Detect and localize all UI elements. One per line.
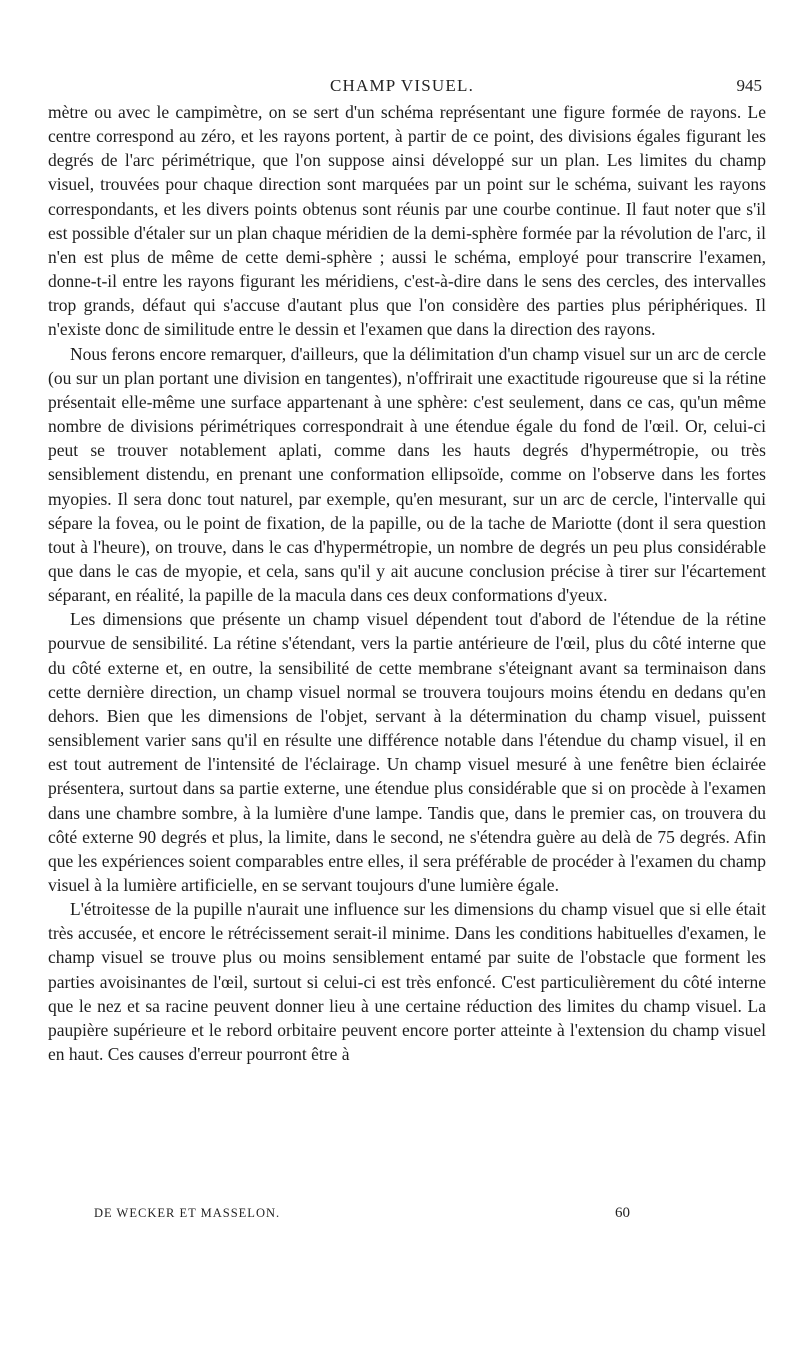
body-text xyxy=(48,100,766,1066)
paragraph-pupil-influence: L'étroitesse de la pupille n'aurait une influence sur les dimensions du champ visuel que si elle était très accusée, et encore le rétrécissement serait-il minime. Dans les conditions habituelles d'examen, le champ visuel se trouve plus ou moins sensiblement entamé par suite de l'obstacle que forment les parties avoisinantes de l'œil, surtout si celui-ci est très enfoncé. C'est particulièrement du côté interne que le nez et sa racine peuvent donner lieu à une certaine réduction des limites du champ visuel. La paupière supérieure et le rebord orbitaire peuvent encore porter atteinte à l'extension du champ visuel en haut. Ces causes d'erreur pourront être à xyxy=(48,899,766,1065)
page-header xyxy=(42,74,762,98)
paragraph-retina-shape: Nous ferons encore remarquer, d'ailleurs, que la délimitation d'un champ visuel sur un arc de cercle (ou sur un plan portant une division en tangentes), n'offrirait une exactitude rigoureuse que si la rétine présentait elle-même une surface appartenant à une sphère: c'est seulement, dans ce cas, qu'un même nombre de divisions périmétriques correspondrait à une étendue égale du fond de l'œil. Or, celui-ci peut se trouver notablement aplati, comme dans les hauts degrés d'hypermétropie, ou très sensiblement distendu, en prenant une conformation ellipsoïde, comme on l'observe dans les fortes myopies. Il sera donc tout naturel, par exemple, qu'en mesurant, sur un arc de cercle, l'intervalle qui sépare la fovea, ou le point de fixation, de la papille, ou de la tache de Mariotte (dont il sera question tout à l'heure), on trouve, dans le cas d'hypermétropie, un nombre de degrés un peu plus considérable que dans le cas de myopie, et cela, sans qu'il y ait aucune conclusion précise à tirer sur l'écartement séparant, en réalité, la papille de la macula dans ces deux conformations d'yeux. xyxy=(48,343,766,606)
page-number: 945 xyxy=(736,76,762,95)
paragraph-field-dimensions: Les dimensions que présente un champ visuel dépendent tout d'abord de l'étendue de la rétine pourvue de sensibilité. La rétine s'étendant, vers la partie antérieure de l'œil, plus du côté interne que du côté externe et, en outre, la sensibilité de cette membrane s'éteignant avant sa terminaison dans cette dernière direction, un champ visuel normal se trouvera toujours moins étendu en dedans qu'en dehors. Bien que les dimensions de l'objet, servant à la détermination du champ visuel, puissent sensiblement varier sans qu'il en résulte une différence notable dans l'étendue du champ visuel, il en est tout autrement de l'intensité de l'éclairage. Un champ visuel mesuré à une fenêtre bien éclairée présentera, surtout dans sa partie externe, une étendue plus considérable que si on procède à l'examen dans une chambre sombre, à la lumière d'une lampe. Tandis que, dans le premier cas, on trouvera du côté externe 90 degrés et plus, la limite, dans le second, ne s'étendra guère au delà de 75 degrés. Afin que les expériences soient comparables entre elles, il sera préférable de procéder à l'examen du champ visuel à la lumière artificielle, en se servant toujours d'une lumière égale. xyxy=(48,609,766,895)
signature-number: 60 xyxy=(615,1205,630,1221)
page-footer xyxy=(94,1202,770,1224)
running-title: CHAMP VISUEL. xyxy=(329,76,475,95)
printer-signature: DE WECKER ET MASSELON. xyxy=(94,1206,281,1220)
paragraph-schema: mètre ou avec le campimètre, on se sert d'un schéma représentant une figure formée de rayons. Le centre correspond au zéro, et les rayons portent, à partir de ce point, des divisions égales figurant les degrés de l'arc périmétrique, que l'on suppose ainsi développé sur un plan. Les limites du champ visuel, trouvées pour chaque direction sont marquées par un point sur le schéma, suivant les rayons correspondants, et les divers points obtenus sont réunis par une courbe continue. Il faut noter que s'il est possible d'étaler sur un plan chaque méridien de la demi-sphère formée par la révolution de l'arc, il n'en est plus de même de cette demi-sphère ; aussi le schéma, employé pour transcrire l'examen, donne-t-il entre les rayons figurant les méridiens, c'est-à-dire dans le sens des cercles, des intervalles trop grands, défaut qui s'accuse d'autant plus que l'on considère des parties plus périphériques. Il n'existe donc de similitude entre le dessin et l'examen que dans la direction des rayons. xyxy=(48,102,766,340)
